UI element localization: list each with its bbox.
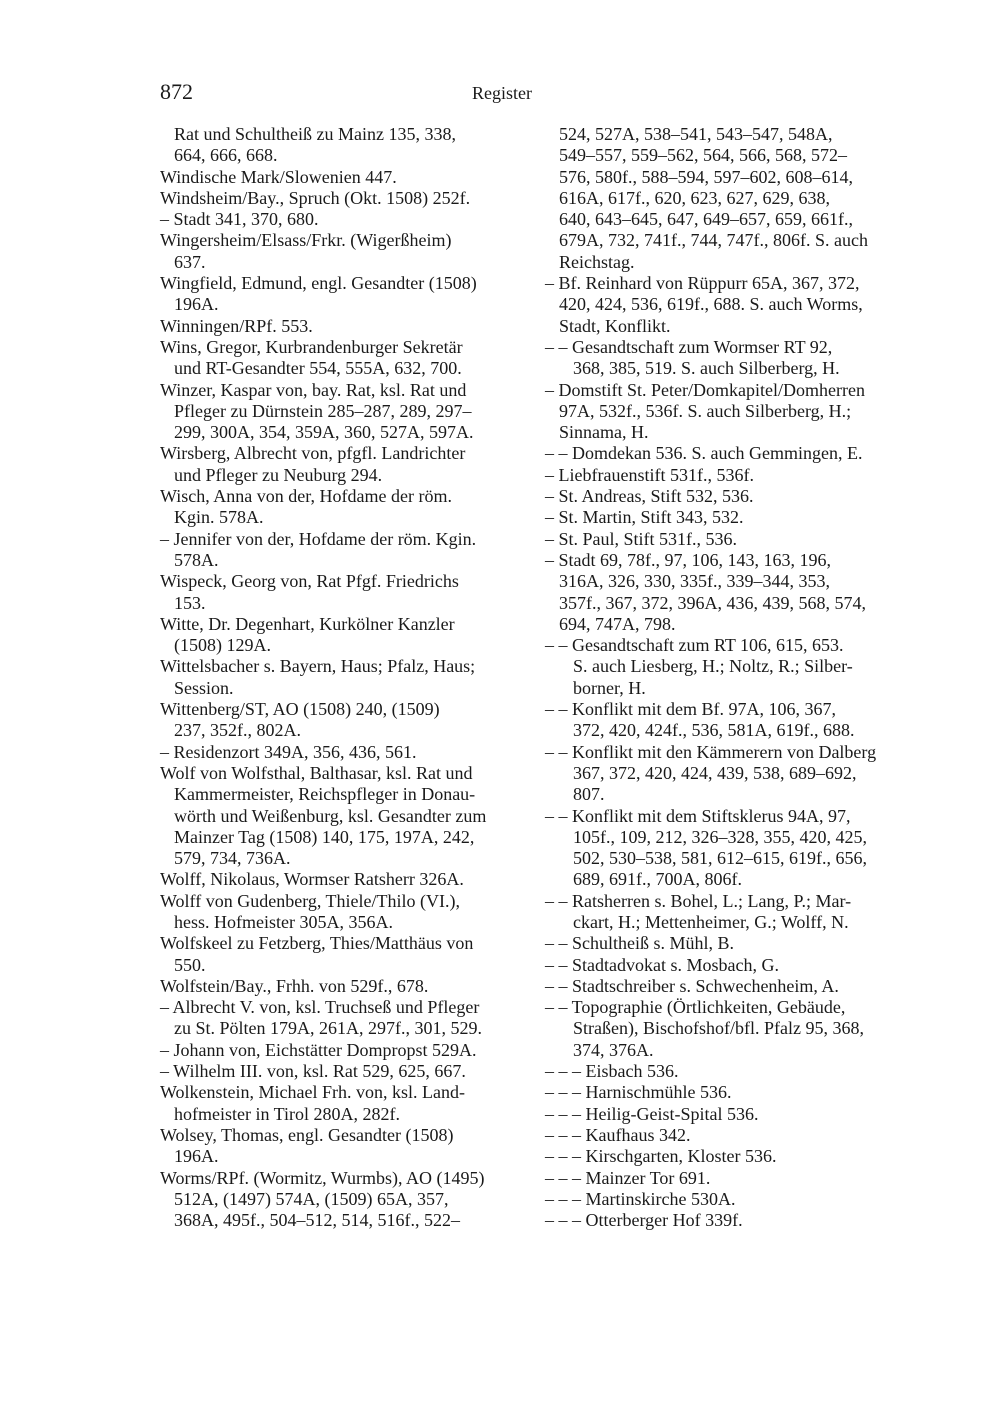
index-entry-line: Windische Mark/Slowenien 447. [160,166,397,187]
index-entry-line: Witte, Dr. Degenhart, Kurkölner Kanzler [160,613,455,634]
index-entry-line: Wolf von Wolfsthal, Balthasar, ksl. Rat und [160,762,473,783]
index-entry [545,1104,917,1125]
index-entry-line: – – Domdekan 536. S. auch Gemmingen, E. [545,443,863,464]
index-entry [160,656,532,699]
index-entry-line: Winningen/RPf. 553. [160,315,313,336]
index-entry [160,742,532,763]
index-entry-line: hess. Hofmeister 305A, 356A. [174,911,393,932]
index-entry-line: – – – Mainzer Tor 691. [545,1167,711,1188]
index-entry [545,486,917,507]
index-entry [160,1040,532,1061]
index-entry-line: 689, 691f., 700A, 806f. [573,869,742,890]
page-number: 872 [160,79,193,104]
index-entry-line: hofmeister in Tirol 280A, 282f. [174,1103,401,1124]
index-entry [160,316,532,337]
index-entry-line: 196A. [174,1146,219,1167]
index-entry-line: – – Gesandtschaft zum RT 106, 615, 653. [545,635,844,656]
index-entry-line: 374, 376A. [573,1039,654,1060]
index-entry [545,742,917,806]
index-entry-line: 550. [174,954,206,975]
running-title: Register [472,83,532,103]
index-entry-line: 299, 300A, 354, 359A, 360, 527A, 597A. [174,422,474,443]
index-entry [545,933,917,954]
index-entry-line: 237, 352f., 802A. [174,720,301,741]
index-entry-line: – – Gesandtschaft zum Wormser RT 92, [545,336,833,357]
index-entry [545,337,917,380]
index-entry-line: borner, H. [573,677,646,698]
index-entry [160,1061,532,1082]
index-entry-line: Mainzer Tag (1508) 140, 175, 197A, 242, [174,826,475,847]
index-entry-line: Wolkenstein, Michael Frh. von, ksl. Land- [160,1082,465,1103]
index-entry-line: 807. [573,784,605,805]
index-entry [160,571,532,614]
index-entry-line: Wittelsbacher s. Bayern, Haus; Pfalz, Haus; [160,656,476,677]
index-entry-line: Wisch, Anna von der, Hofdame der röm. [160,486,452,507]
index-entry-line: Wolfstein/Bay., Frhh. von 529f., 678. [160,975,429,996]
index-entry-line: – Stadt 341, 370, 680. [160,209,319,230]
index-entry-line: wörth und Weißenburg, ksl. Gesandter zum [174,805,487,826]
index-entry-line: Winzer, Kaspar von, bay. Rat, ksl. Rat und [160,379,467,400]
index-entry-line: – Residenzort 349A, 356, 436, 561. [160,741,417,762]
index-entry-line: 97A, 532f., 536f. S. auch Silberberg, H.; [559,400,852,421]
index-entry [160,209,532,230]
index-entry-line: 616A, 617f., 620, 623, 627, 629, 638, [559,187,830,208]
index-entry [545,997,917,1061]
index-entry-line: 637. [174,251,206,272]
index-entry-line: Wingersheim/Elsass/Frkr. (Wigerßheim) [160,230,452,251]
index-entry [545,1168,917,1189]
index-column-left [160,124,532,1231]
index-entry [545,529,917,550]
index-entry [160,188,532,209]
index-entry-line: – Stadt 69, 78f., 97, 106, 143, 163, 196, [545,549,831,570]
index-entry-line: – Bf. Reinhard von Rüppurr 65A, 367, 372, [545,273,860,294]
index-entry [160,273,532,316]
index-entry-line: 357f., 367, 372, 396A, 436, 439, 568, 574, [559,592,866,613]
index-entry [160,1125,532,1168]
index-entry-line: Wolsey, Thomas, engl. Gesandter (1508) [160,1124,454,1145]
index-entry-line: – – – Eisbach 536. [545,1061,679,1082]
index-entry [160,380,532,444]
index-entry [160,124,532,167]
index-entry-line: – – – Kirschgarten, Kloster 536. [545,1146,777,1167]
index-entry-line: – – – Heilig-Geist-Spital 536. [545,1103,759,1124]
index-entry [545,891,917,934]
index-entry-line: 153. [174,592,206,613]
index-entry [160,529,532,572]
index-entry-line: – – Konflikt mit den Kämmerern von Dalberg [545,741,877,762]
index-entry [160,997,532,1040]
index-entry [160,1168,532,1232]
index-entry-line: – Jennifer von der, Hofdame der röm. Kgin. [160,528,477,549]
index-entry-line: – Wilhelm III. von, ksl. Rat 529, 625, 667. [160,1061,466,1082]
index-entry [545,1125,917,1146]
index-entry [160,933,532,976]
index-entry-line: – – Konflikt mit dem Stiftsklerus 94A, 97, [545,805,851,826]
index-entry [160,230,532,273]
index-entry [160,1082,532,1125]
index-entry-line: 679A, 732, 741f., 744, 747f., 806f. S. auch [559,230,868,251]
index-entry-line: 578A. [174,549,219,570]
index-entry-line: 196A. [174,294,219,315]
index-entry-line: 316A, 326, 330, 335f., 339–344, 353, [559,571,830,592]
index-entry-line: Straßen), Bischofshof/bfl. Pfalz 95, 368, [573,1018,864,1039]
index-entry-line: Sinnama, H. [559,422,649,443]
index-entry-line: 372, 420, 424f., 536, 581A, 619f., 688. [573,720,855,741]
index-entry [160,337,532,380]
index-entry [545,1189,917,1210]
index-entry-line: 367, 372, 420, 424, 439, 538, 689–692, [573,762,857,783]
index-entry-line: (1508) 129A. [174,635,271,656]
index-entry [160,614,532,657]
index-entry-line: Wolff, Nikolaus, Wormser Ratsherr 326A. [160,869,464,890]
index-entry-line: – Domstift St. Peter/Domkapitel/Domherren [545,379,865,400]
index-entry-line: und Pfleger zu Neuburg 294. [174,464,383,485]
index-entry-line: Stadt, Konflikt. [559,315,671,336]
index-entry-line: – Johann von, Eichstätter Dompropst 529A. [160,1039,477,1060]
index-entry [545,955,917,976]
index-column-right [545,124,917,1231]
index-entry [160,976,532,997]
index-entry-line: – – Konflikt mit dem Bf. 97A, 106, 367, [545,699,836,720]
index-entry-line: 549–557, 559–562, 564, 566, 568, 572– [559,145,847,166]
index-entry-line: Session. [174,677,234,698]
index-entry [545,443,917,464]
index-entry [545,507,917,528]
index-entry [545,635,917,699]
index-entry [545,1146,917,1167]
index-entry-line: – St. Paul, Stift 531f., 536. [545,528,738,549]
index-entry [545,1082,917,1103]
index-entry-line: 640, 643–645, 647, 649–657, 659, 661f., [559,209,853,230]
index-entry [545,550,917,635]
index-entry-line: – – Ratsherren s. Bohel, L.; Lang, P.; Mar- [545,890,852,911]
index-entry-line: – St. Martin, Stift 343, 532. [545,507,744,528]
index-entry-line: zu St. Pölten 179A, 261A, 297f., 301, 529. [174,1018,482,1039]
index-entry-line: – Liebfrauenstift 531f., 536f. [545,464,754,485]
index-entry-line: 694, 747A, 798. [559,613,676,634]
index-entry-line: 368, 385, 519. S. auch Silberberg, H. [573,358,840,379]
index-entry-line: Wolff von Gudenberg, Thiele/Thilo (VI.), [160,890,460,911]
index-entry-line: Kammermeister, Reichspfleger in Donau- [174,784,476,805]
index-entry [545,273,917,337]
index-entry-line: und RT-Gesandter 554, 555A, 632, 700. [174,358,462,379]
index-entry-line: – – – Harnischmühle 536. [545,1082,732,1103]
index-entry-line: 420, 424, 536, 619f., 688. S. auch Worms, [559,294,863,315]
index-entry-line: Wirsberg, Albrecht von, pfgfl. Landrichter [160,443,466,464]
index-entry-line: 368A, 495f., 504–512, 514, 516f., 522– [174,1210,460,1231]
index-entry [160,443,532,486]
index-entry [160,167,532,188]
index-entry-line: ckart, H.; Mettenheimer, G.; Wolff, N. [573,911,849,932]
index-entry-line: S. auch Liesberg, H.; Noltz, R.; Silber- [573,656,853,677]
index-entry-line: Pfleger zu Dürnstein 285–287, 289, 297– [174,400,472,421]
index-entry-line: – St. Andreas, Stift 532, 536. [545,486,754,507]
index-entry [160,486,532,529]
index-entry-line: Wispeck, Georg von, Rat Pfgf. Friedrichs [160,571,459,592]
index-entry [160,699,532,742]
index-entry [545,380,917,444]
index-entry-line: – – Stadtschreiber s. Schwechenheim, A. [545,975,839,996]
index-entry-line: Rat und Schultheiß zu Mainz 135, 338, [174,124,456,144]
index-entry-line: 512A, (1497) 574A, (1509) 65A, 357, [174,1188,449,1209]
index-entry-line: – – Schultheiß s. Mühl, B. [545,933,735,954]
index-entry-line: – – – Kaufhaus 342. [545,1124,691,1145]
index-entry-line: Kgin. 578A. [174,507,264,528]
index-entry-line: Windsheim/Bay., Spruch (Okt. 1508) 252f. [160,187,471,208]
index-entry-line: Wingfield, Edmund, engl. Gesandter (1508) [160,273,477,294]
index-entry [545,1210,917,1231]
index-entry-line: – – – Otterberger Hof 339f. [545,1210,743,1231]
index-entry-line: 576, 580f., 588–594, 597–602, 608–614, [559,166,853,187]
index-entry [160,763,532,869]
index-entry-line: Worms/RPf. (Wormitz, Wurmbs), AO (1495) [160,1167,485,1188]
index-entry [160,869,532,890]
index-entry-line: – Albrecht V. von, ksl. Truchseß und Pfleger [160,997,480,1018]
index-entry [160,891,532,934]
index-entry-line: – – – Martinskirche 530A. [545,1188,736,1209]
index-entry [545,699,917,742]
index-entry-line: Wins, Gregor, Kurbrandenburger Sekretär [160,336,463,357]
index-entry-line: – – Stadtadvokat s. Mosbach, G. [545,954,779,975]
index-entry [545,806,917,891]
index-entry [545,124,917,273]
index-entry-line: 664, 666, 668. [174,145,278,166]
index-entry-line: Wittenberg/ST, AO (1508) 240, (1509) [160,699,440,720]
index-entry-line: Wolfskeel zu Fetzberg, Thies/Matthäus von [160,933,474,954]
index-entry [545,976,917,997]
index-entry-line: Reichstag. [559,251,635,272]
index-entry-line: 579, 734, 736A. [174,848,291,869]
index-entry-line: 524, 527A, 538–541, 543–547, 548A, [559,124,833,144]
index-entry-line: 105f., 109, 212, 326–328, 355, 420, 425, [573,826,867,847]
index-entry [545,1061,917,1082]
index-entry [545,465,917,486]
index-entry-line: – – Topographie (Örtlichkeiten, Gebäude, [545,997,846,1018]
index-entry-line: 502, 530–538, 581, 612–615, 619f., 656, [573,848,867,869]
